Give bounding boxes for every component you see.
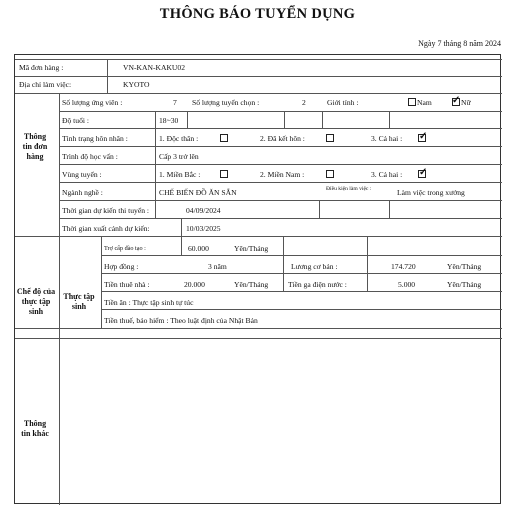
exam-date-value: 04/09/2024 [186, 206, 221, 215]
utilities-unit: Yên/Tháng [447, 280, 482, 289]
education-label: Trình độ học vấn : [62, 152, 118, 161]
work-condition-label: Điều kiện làm việc : [326, 186, 372, 192]
gender-male-label: Nam [417, 98, 432, 107]
base-salary-unit: Yên/Tháng [447, 262, 482, 271]
education-value: Cấp 3 trở lên [159, 152, 199, 161]
location-label: Địa chỉ làm việc: [19, 80, 72, 89]
utilities-label: Tiền ga điện nước : [288, 280, 347, 289]
marital-single-label: 1. Độc thân : [159, 134, 199, 143]
order-code-label: Mã đơn hàng : [19, 63, 64, 72]
region-both-label: 3. Cả hai : [371, 170, 403, 179]
order-code: VN-KAN-KAKU02 [123, 63, 186, 72]
utilities-value: 5.000 [398, 280, 416, 289]
gender-female-label: Nữ [461, 98, 471, 107]
age-value: 18~30 [159, 116, 179, 125]
check-icon: ✓ [419, 167, 428, 178]
contract-label: Hợp đồng : [104, 262, 139, 271]
rent-value: 20.000 [184, 280, 205, 289]
section-trainee-regime: Chế độ của thực tập sinh [16, 287, 56, 316]
marital-single-checkbox[interactable] [220, 134, 228, 142]
candidates-label: Số lượng ứng viên : [62, 98, 123, 107]
industry-label: Ngành nghề : [62, 188, 103, 197]
region-label: Vùng tuyển : [62, 170, 102, 179]
marital-label: Tình trạng hôn nhân : [62, 134, 128, 143]
notice-date: Ngày 7 tháng 8 năm 2024 [418, 39, 501, 48]
check-icon: ✓ [419, 131, 428, 142]
insurance-note: Tiền thuế, bảo hiểm : Theo luật định của Nhật Bản [104, 316, 258, 325]
work-condition-value: Làm việc trong xưởng [397, 188, 465, 197]
region-north-checkbox[interactable] [220, 170, 228, 178]
location-value: KYOTO [123, 80, 150, 89]
departure-label: Thời gian xuất cảnh dự kiến: [62, 224, 150, 233]
industry-value: CHẾ BIẾN ĐỒ ĂN SẴN [159, 188, 237, 197]
page-title: THÔNG BÁO TUYỂN DỤNG [159, 6, 356, 22]
selected-value: 2 [302, 98, 306, 107]
section-other-info: Thông tin khác [21, 419, 49, 438]
region-south-checkbox[interactable] [326, 170, 334, 178]
age-label: Độ tuổi : [62, 116, 90, 125]
candidates-value: 7 [173, 98, 177, 107]
marital-married-label: 2. Đã kết hôn : [260, 134, 305, 143]
base-salary-label: Lương cơ bản : [291, 262, 338, 271]
section-trainee: Thực tập sinh [63, 292, 95, 311]
contract-value: 3 năm [208, 262, 227, 271]
gender-label: Giới tính : [327, 98, 359, 107]
section-order-info: Thông tin đơn hàng [22, 132, 48, 161]
region-north-label: 1. Miền Bắc : [159, 170, 201, 179]
check-icon: ✓ [452, 95, 461, 106]
rent-label: Tiền thuê nhà : [104, 280, 150, 289]
marital-married-checkbox[interactable] [326, 134, 334, 142]
training-allowance-value: 60.000 [188, 244, 209, 253]
exam-date-label: Thời gian dự kiến thi tuyển : [62, 206, 150, 215]
base-salary-value: 174.720 [391, 262, 416, 271]
gender-male-checkbox[interactable] [408, 98, 416, 106]
training-allowance-label: Trợ cấp đào tạo : [104, 245, 146, 252]
marital-both-label: 3. Cả hai : [371, 134, 403, 143]
departure-value: 10/03/2025 [186, 224, 221, 233]
region-south-label: 2. Miền Nam : [260, 170, 305, 179]
training-allowance-unit: Yên/Tháng [234, 244, 269, 253]
rent-unit: Yên/Tháng [234, 280, 269, 289]
food-note: Tiền ăn : Thực tập sinh tự túc [104, 298, 194, 307]
selected-label: Số lượng tuyển chọn : [192, 98, 260, 107]
